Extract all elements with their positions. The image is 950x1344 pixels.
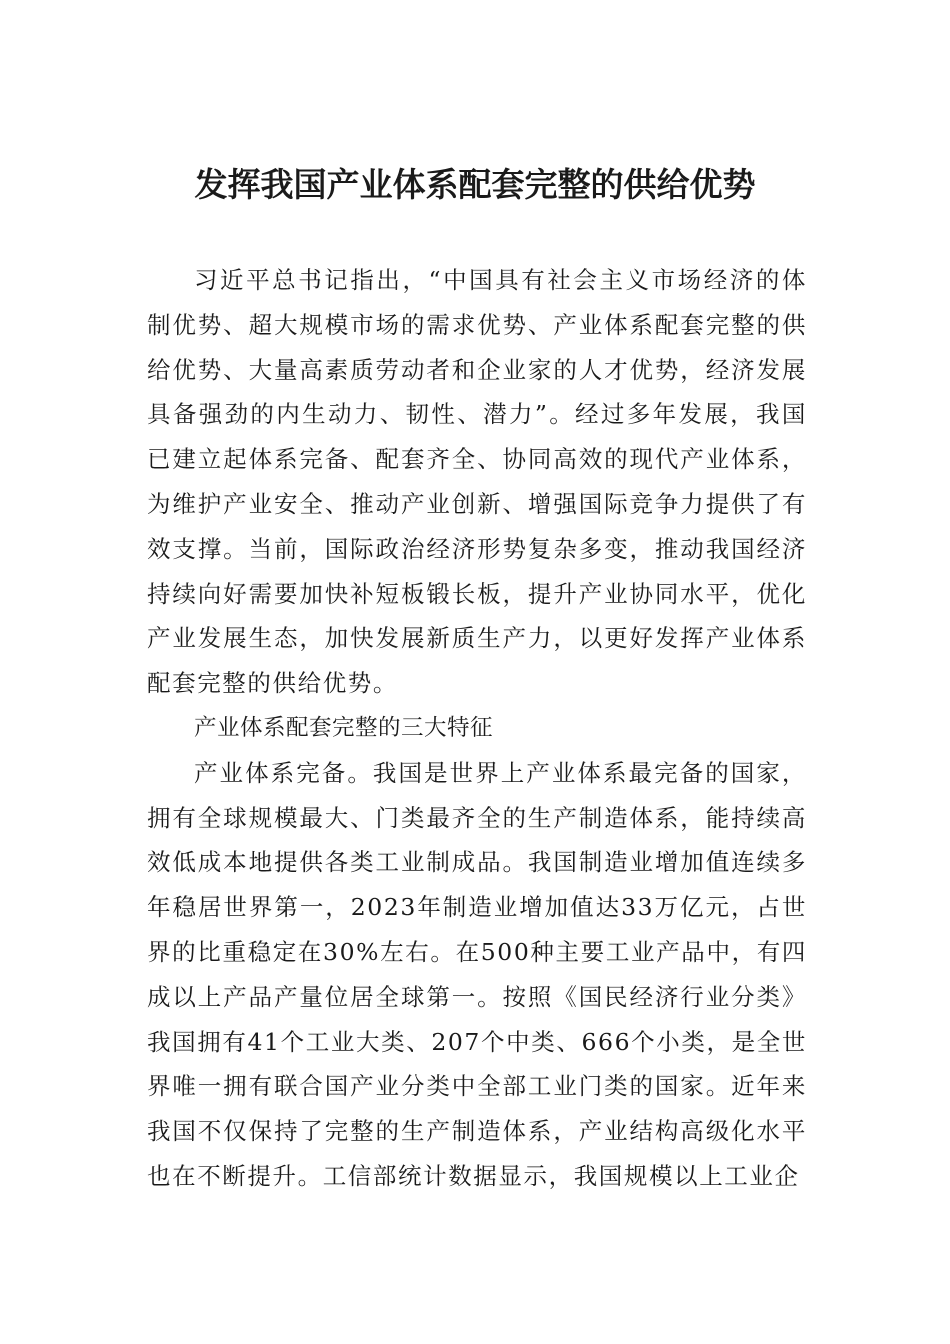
intro-paragraph: 习近平总书记指出，“中国具有社会主义市场经济的体制优势、超大规模市场的需求优势、产业体系配套完整的供给优势、大量高素质劳动者和企业家的人才优势，经济发展具备强劲的内生动力、韧性、潜力”。经过多年发展，我国已建立起体系完备、配套齐全、协同高效的现代产业体系，为维护产业安全、推动产业创新、增强国际竞争力提供了有效支撑。当前，国际政治经济形势复杂多变，推动我国经济持续向好需要加快补短板锻长板，提升产业协同水平，优化产业发展生态，加快发展新质生产力，以更好发挥产业体系配套完整的供给优势。 [147,266,807,698]
section-paragraph: 产业体系完备。我国是世界上产业体系最完备的国家，拥有全球规模最大、门类最齐全的生产制造体系，能持续高效低成本地提供各类工业制成品。我国制造业增加值连续多年稳居世界第一，2023年制造业增加值达33万亿元，占世界的比重稳定在30%左右。在500种主要工业产品中，有四成以上产品产量位居全球第一。按照《国民经济行业分类》我国拥有41个工业大类、207个中类、666个小类，是全世界唯一拥有联合国产业分类中全部工业门类的国家。近年来我国不仅保持了完整的生产制造体系，产业结构高级化水平也在不断提升。工信部统计数据显示，我国规模以上工业企 [147,758,807,1190]
section-heading: 产业体系配套完整的三大特征 [194,714,494,741]
document-title: 发挥我国产业体系配套完整的供给优势 [194,165,756,204]
document-body [147,258,807,1199]
